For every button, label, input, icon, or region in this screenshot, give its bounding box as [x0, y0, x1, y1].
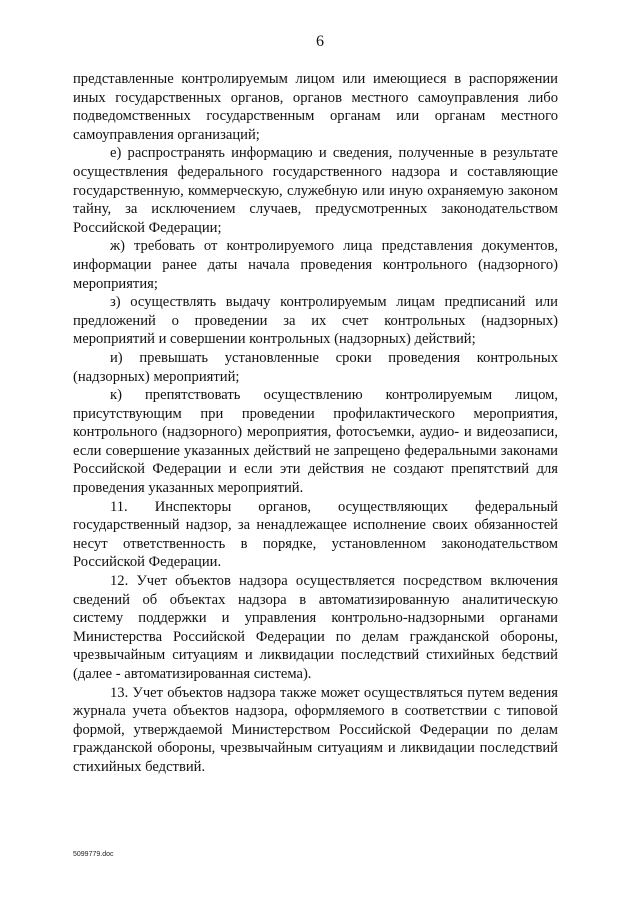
document-body — [73, 70, 558, 777]
paragraph-item-zh: ж) требовать от контролируемого лица представления документов, информации ранее даты начала проведения контрольного (надзорного) мероприятия; — [73, 238, 558, 292]
footer-file-code: 5099779.doc — [73, 851, 114, 858]
page-number: 6 — [316, 33, 324, 50]
paragraph-continuation: представленные контролируемым лицом или имеющиеся в распоряжении иных государственных органов, органов местного самоуправления либо подведомственных государственным органам или органам местного самоуправления организаций; — [73, 71, 558, 143]
paragraph-item-k: к) препятствовать осуществлению контролируемым лицом, присутствующим при проведении профилактического мероприятия, контрольного (надзорного) мероприятия, фотосъемки, аудио- и видеозаписи, если совершение указанных действий не запрещено федеральными законами Российской Федерации и если эти действия не создают препятствий для проведения указанных мероприятий. — [73, 387, 558, 497]
paragraph-clause-11: 11. Инспекторы органов, осуществляющих федеральный государственный надзор, за ненадлежащее исполнение своих обязанностей несут ответственность в порядке, установленном законодательством Российской Федерации. — [73, 498, 558, 571]
paragraph-clause-12: 12. Учет объектов надзора осуществляется посредством включения сведений об объектах надзора в автоматизированную аналитическую систему поддержки и управления контрольно-надзорными органами Министерства Российской Федерации по делам гражданской обороны, чрезвычайным ситуациям и ликвидации последствий стихийных бедствий (далее - автоматизированная система). — [73, 573, 558, 682]
paragraph-item-e: е) распространять информацию и сведения, полученные в результате осуществления федерального государственного надзора и составляющие государственную, коммерческую, служебную или иную охраняемую законом тайну, за исключением случаев, предусмотренных законодательством Российской Федерации; — [73, 145, 558, 236]
paragraph-item-i: и) превышать установленные сроки проведения контрольных (надзорных) мероприятий; — [73, 349, 558, 385]
paragraph-item-z: з) осуществлять выдачу контролируемым лицам предписаний или предложений о проведении за их счет контрольных (надзорных) мероприятий и совершении контрольных (надзорных) действий; — [73, 294, 558, 348]
paragraph-clause-13: 13. Учет объектов надзора также может осуществляться путем ведения журнала учета объектов надзора, оформляемого в соответствии с типовой формой, утверждаемой Министерством Российской Федерации по делам гражданской обороны, чрезвычайным ситуациям и ликвидации последствий стихийных бедствий. — [73, 684, 558, 775]
